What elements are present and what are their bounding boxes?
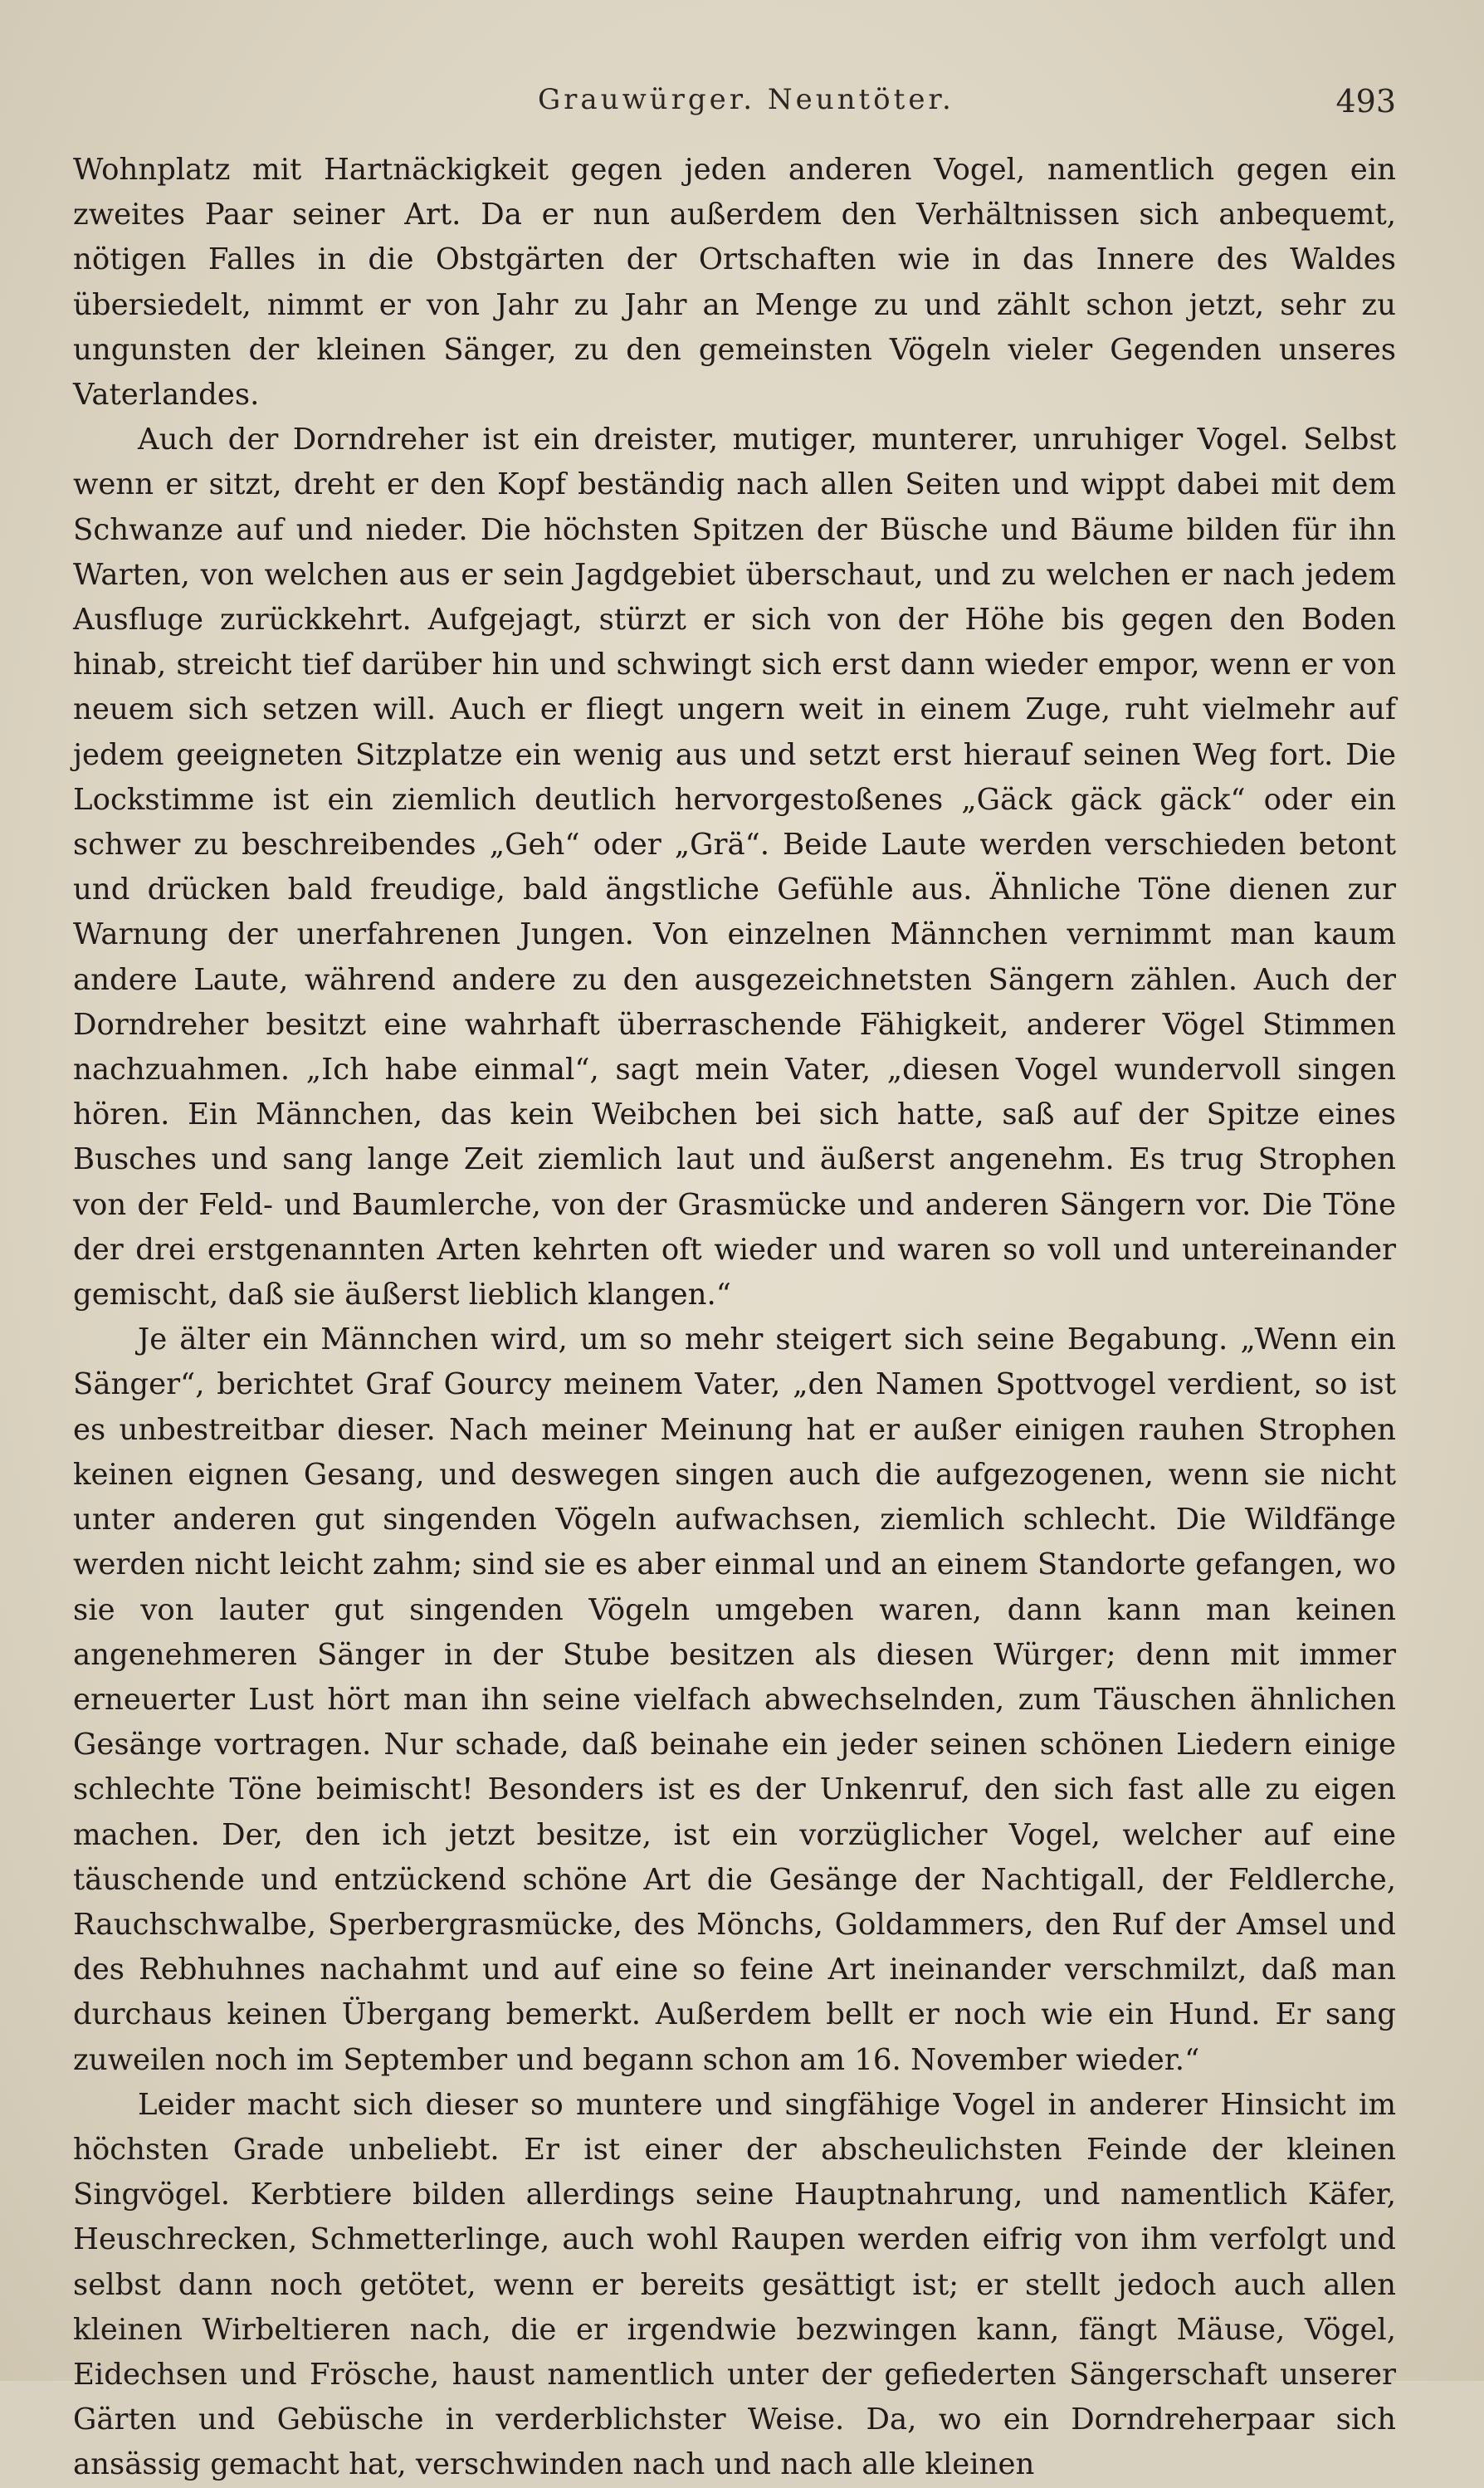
running-title: Grauwürger. Neuntöter.	[538, 83, 954, 116]
page-number: 493	[1335, 83, 1396, 120]
paragraph-dorndreher-behavior: Auch der Dorndreher ist ein dreister, mutiger, munterer, unruhiger Vogel. Selbst wenn er sitzt, dreht er den Kopf beständig nach allen Seiten und wippt dabei mit dem Schwanze auf und nieder. Die höchsten Spitzen der Büsche und Bäume bilden für ihn Warten, von welchen aus er sein Jagdgebiet überschaut, und zu welchen er nach jedem Ausfluge zurückkehrt. Aufgejagt, stürzt er sich von der Höhe bis gegen den Boden hinab, streicht tief darüber hin und schwingt sich erst dann wieder empor, wenn er von neuem sich setzen will. Auch er fliegt ungern weit in einem Zuge, ruht vielmehr auf jedem geeigneten Sitzplatze ein wenig aus und setzt erst hierauf seinen Weg fort. Die Lockstimme ist ein ziemlich deutlich hervorgestoßenes „Gäck gäck gäck“ oder ein schwer zu beschreibendes „Geh“ oder „Grä“. Beide Laute werden verschieden betont und drücken bald freudige, bald ängstliche Gefühle aus. Ähnliche Töne dienen zur Warnung der unerfahrenen Jungen. Von einzelnen Männchen vernimmt man kaum andere Laute, während andere zu den ausgezeichnetsten Sängern zählen. Auch der Dorndreher besitzt eine wahrhaft überraschende Fähigkeit, anderer Vögel Stimmen nachzuahmen. „Ich habe einmal“, sagt mein Vater, „diesen Vogel wundervoll singen hören. Ein Männchen, das kein Weibchen bei sich hatte, saß auf der Spitze eines Busches und sang lange Zeit ziemlich laut und äußerst angenehm. Es trug Strophen von der Feld- und Baumlerche, von der Grasmücke und anderen Sängern vor. Die Töne der drei erstgenannten Arten kehrten oft wieder und waren so voll und untereinander gemischt, daß sie äußerst lieblich klangen.“	[73, 423, 1396, 1312]
paragraph-song-ability: Je älter ein Männchen wird, um so mehr steigert sich seine Begabung. „Wenn ein Sänger“, berichtet Graf Gourcy meinem Vater, „den Namen Spottvogel verdient, so ist es unbestreitbar dieser. Nach meiner Meinung hat er außer einigen rauhen Strophen keinen eignen Gesang, und deswegen singen auch die aufgezogenen, wenn sie nicht unter anderen gut singenden Vögeln aufwachsen, ziemlich schlecht. Die Wildfänge werden nicht leicht zahm; sind sie es aber einmal und an einem Standorte gefangen, wo sie von lauter gut singenden Vögeln umgeben waren, dann kann man keinen angenehmeren Sänger in der Stube besitzen als diesen Würger; denn mit immer erneuerter Lust hört man ihn seine vielfach abwechselnden, zum Täuschen ähnlichen Gesänge vortragen. Nur schade, daß beinahe ein jeder seinen schönen Liedern einige schlechte Töne beimischt! Besonders ist es der Unkenruf, den sich fast alle zu eigen machen. Der, den ich jetzt besitze, ist ein vorzüglicher Vogel, welcher auf eine täuschende und entzückend schöne Art die Gesänge der Nachtigall, der Feldlerche, Rauchschwalbe, Sperbergrasmücke, des Mönchs, Goldammers, den Ruf der Amsel und des Rebhuhnes nachahmt und auf eine so feine Art ineinander verschmilzt, daß man durchaus keinen Übergang bemerkt. Außerdem bellt er noch wie ein Hund. Er sang zuweilen noch im September und begann schon am 16. November wieder.“	[73, 1322, 1396, 2077]
running-head	[73, 83, 1396, 133]
paragraph-continuation: Wohnplatz mit Hartnäckigkeit gegen jeden anderen Vogel, namentlich gegen ein zweites Paar seiner Art. Da er nun außerdem den Verhältnissen sich anbequemt, nötigen Falles in die Obstgärten der Ortschaften wie in das Innere des Waldes übersiedelt, nimmt er von Jahr zu Jahr an Menge zu und zählt schon jetzt, sehr zu ungunsten der kleinen Sänger, zu den gemeinsten Vögeln vieler Gegenden unseres Vaterlandes.	[73, 153, 1396, 413]
body-text	[73, 148, 1396, 2488]
paragraph-predation: Leider macht sich dieser so muntere und singfähige Vogel in anderer Hinsicht im höchsten Grade unbeliebt. Er ist einer der abscheulichsten Feinde der kleinen Singvögel. Kerbtiere bilden allerdings seine Hauptnahrung, und namentlich Käfer, Heuschrecken, Schmetterlinge, auch wohl Raupen werden eifrig von ihm verfolgt und selbst dann noch getötet, wenn er bereits gesättigt ist; er stellt jedoch auch allen kleinen Wirbeltieren nach, die er irgendwie bezwingen kann, fängt Mäuse, Vögel, Eidechsen und Frösche, haust namentlich unter der gefiederten Sängerschaft unserer Gärten und Gebüsche in verderblichster Weise. Da, wo ein Dorndreherpaar sich ansässig gemacht hat, verschwinden nach und nach alle kleinen	[73, 2087, 1396, 2482]
